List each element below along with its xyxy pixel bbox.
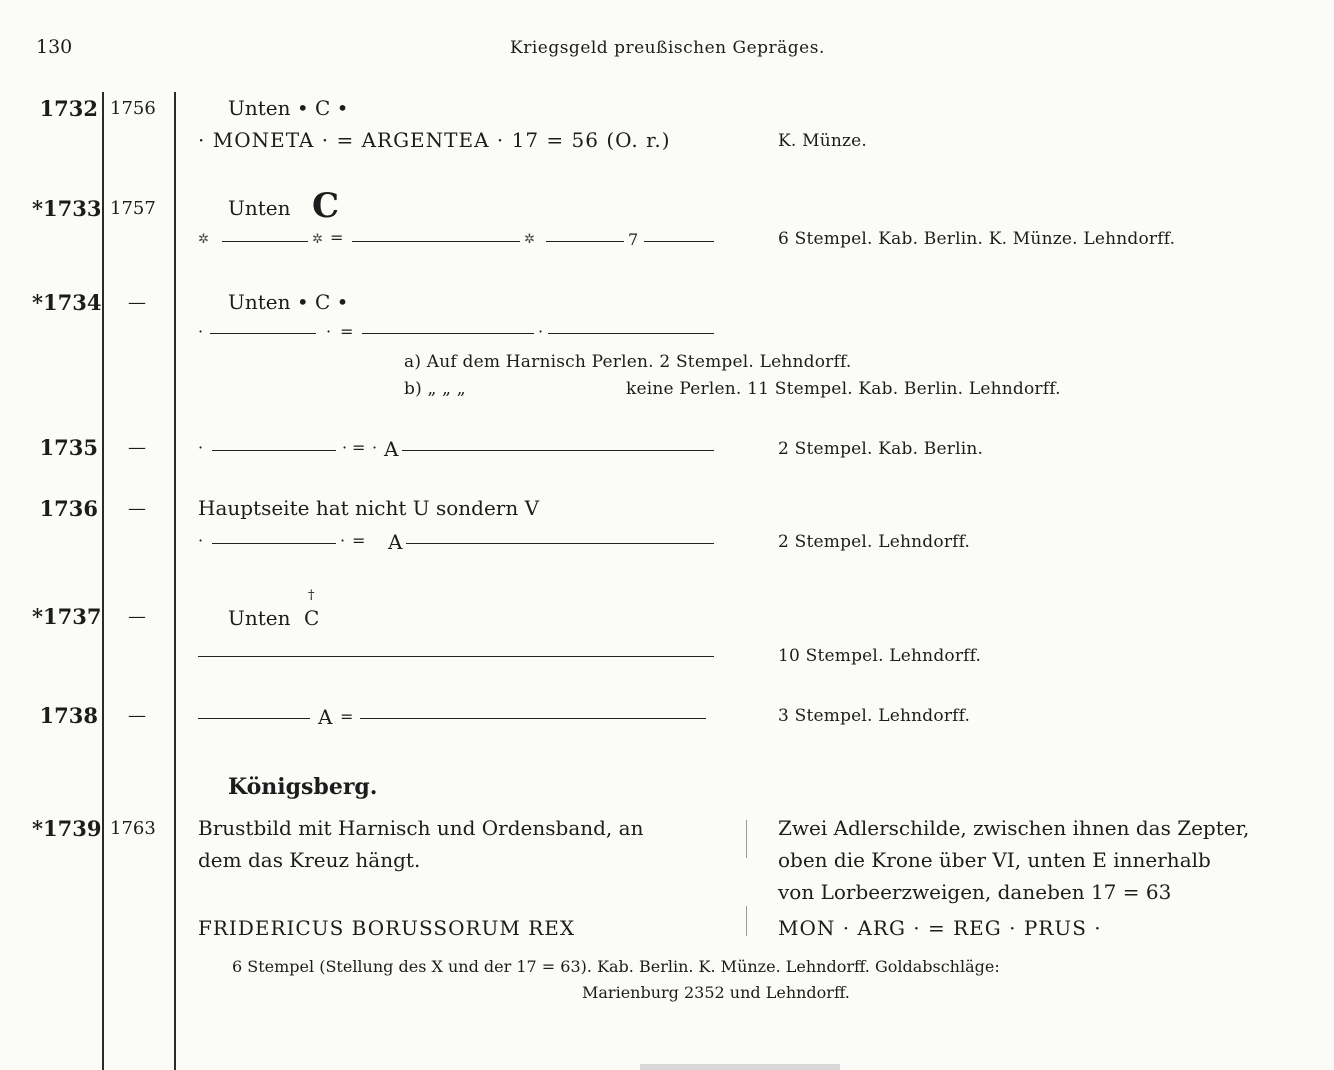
catalog-number: 1735 (39, 435, 98, 460)
catalog-year: 1756 (110, 98, 156, 119)
catalog-year: 1763 (110, 818, 156, 839)
catalog-year: 1757 (110, 198, 156, 219)
entry-line: Hauptseite hat nicht U sondern V (198, 496, 540, 520)
legend-equals: = (330, 228, 344, 247)
catalog-number: *1737 (32, 604, 102, 629)
entry-line: Unten (228, 606, 291, 630)
variant-note-ditto: b) „ „ „ (404, 379, 466, 399)
catalog-year: — (128, 498, 146, 519)
footnote-line: 6 Stempel (Stellung des X und der 17 = 63). Kab. Berlin. K. Münze. Lehndorff. Goldabschläge: (232, 957, 1000, 976)
catalog-number: *1733 (32, 196, 102, 221)
column-rule-left (102, 92, 104, 1070)
catalog-year: — (128, 606, 146, 627)
legend-equals: = (340, 322, 354, 341)
coin-legend: · MONETA · = ARGENTEA · 17 = 56 (O. r.) (198, 128, 671, 152)
legend-rule (198, 656, 714, 657)
mint-mark: C (312, 186, 340, 226)
catalog-year: — (128, 437, 146, 458)
legend-rule (212, 543, 336, 544)
legend-dot: · (198, 531, 204, 550)
legend-rule (402, 450, 714, 451)
column-rule-right (174, 92, 176, 1070)
legend-dot: · (198, 438, 204, 457)
legend-equals: = (340, 707, 354, 726)
legend-rule (362, 333, 534, 334)
obverse-description-line: dem das Kreuz hängt. (198, 848, 421, 872)
source-note: 10 Stempel. Lehndorff. (778, 646, 982, 666)
catalog-number: *1734 (32, 290, 102, 315)
section-heading: Königsberg. (228, 774, 378, 800)
reverse-legend: MON · ARG · = REG · PRUS · (778, 916, 1102, 940)
legend-rule (644, 241, 714, 242)
legend-equals: = (352, 531, 366, 550)
fleuron-icon: ✲ (312, 232, 323, 247)
legend-rule (212, 450, 336, 451)
variant-note: a) Auf dem Harnisch Perlen. 2 Stempel. Lehndorff. (404, 352, 852, 372)
source-note: 2 Stempel. Lehndorff. (778, 532, 971, 552)
reverse-description-line: oben die Krone über VI, unten E innerhalb (778, 848, 1211, 872)
legend-dot: · (326, 322, 332, 341)
entry-line: Unten • C • (228, 290, 349, 314)
legend-letter: A (384, 437, 399, 461)
legend-digit: 7 (628, 230, 639, 249)
legend-rule (222, 241, 308, 242)
page-number: 130 (36, 36, 73, 58)
obverse-description-line: Brustbild mit Harnisch und Ordensband, an (198, 816, 644, 840)
variant-note: keine Perlen. 11 Stempel. Kab. Berlin. Lehndorff. (626, 379, 1061, 399)
cross-icon: † (308, 588, 315, 603)
catalog-number: *1739 (32, 816, 102, 841)
catalog-year: — (128, 705, 146, 726)
catalog-year: — (128, 292, 146, 313)
legend-dot: · (372, 438, 378, 457)
legend-dot: · (198, 322, 204, 341)
page-footer-bar (640, 1064, 840, 1070)
column-separator (746, 820, 747, 858)
legend-rule (546, 241, 624, 242)
legend-letter: A (388, 530, 403, 554)
obverse-legend: FRIDERICUS BORUSSORUM REX (198, 916, 576, 940)
catalog-number: 1732 (39, 96, 98, 121)
legend-dot: · (538, 322, 544, 341)
legend-equals: = (352, 438, 366, 457)
catalog-number: 1736 (39, 496, 98, 521)
reverse-description-line: Zwei Adlerschilde, zwischen ihnen das Zepter, (778, 816, 1250, 840)
source-note: 2 Stempel. Kab. Berlin. (778, 439, 984, 459)
source-note: K. Münze. (778, 131, 868, 151)
legend-rule (210, 333, 316, 334)
running-header: Kriegsgeld preußischen Gepräges. (510, 38, 825, 58)
source-note: 3 Stempel. Lehndorff. (778, 706, 971, 726)
entry-line: Unten • C • (228, 96, 349, 120)
legend-rule (352, 241, 520, 242)
legend-rule (548, 333, 714, 334)
legend-rule (406, 543, 714, 544)
mint-mark: C (304, 606, 320, 630)
legend-rule (360, 718, 706, 719)
fleuron-icon: ✲ (524, 232, 535, 247)
legend-dot: · (340, 531, 346, 550)
column-separator (746, 906, 747, 936)
footnote-line: Marienburg 2352 und Lehndorff. (582, 983, 850, 1002)
legend-rule (198, 718, 310, 719)
legend-letter: A (318, 705, 333, 729)
source-note: 6 Stempel. Kab. Berlin. K. Münze. Lehndorff. (778, 229, 1176, 249)
entry-line: Unten (228, 196, 291, 220)
catalog-number: 1738 (39, 703, 98, 728)
fleuron-icon: ✲ (198, 232, 209, 247)
reverse-description-line: von Lorbeerzweigen, daneben 17 = 63 (778, 880, 1172, 904)
legend-dot: · (342, 438, 348, 457)
